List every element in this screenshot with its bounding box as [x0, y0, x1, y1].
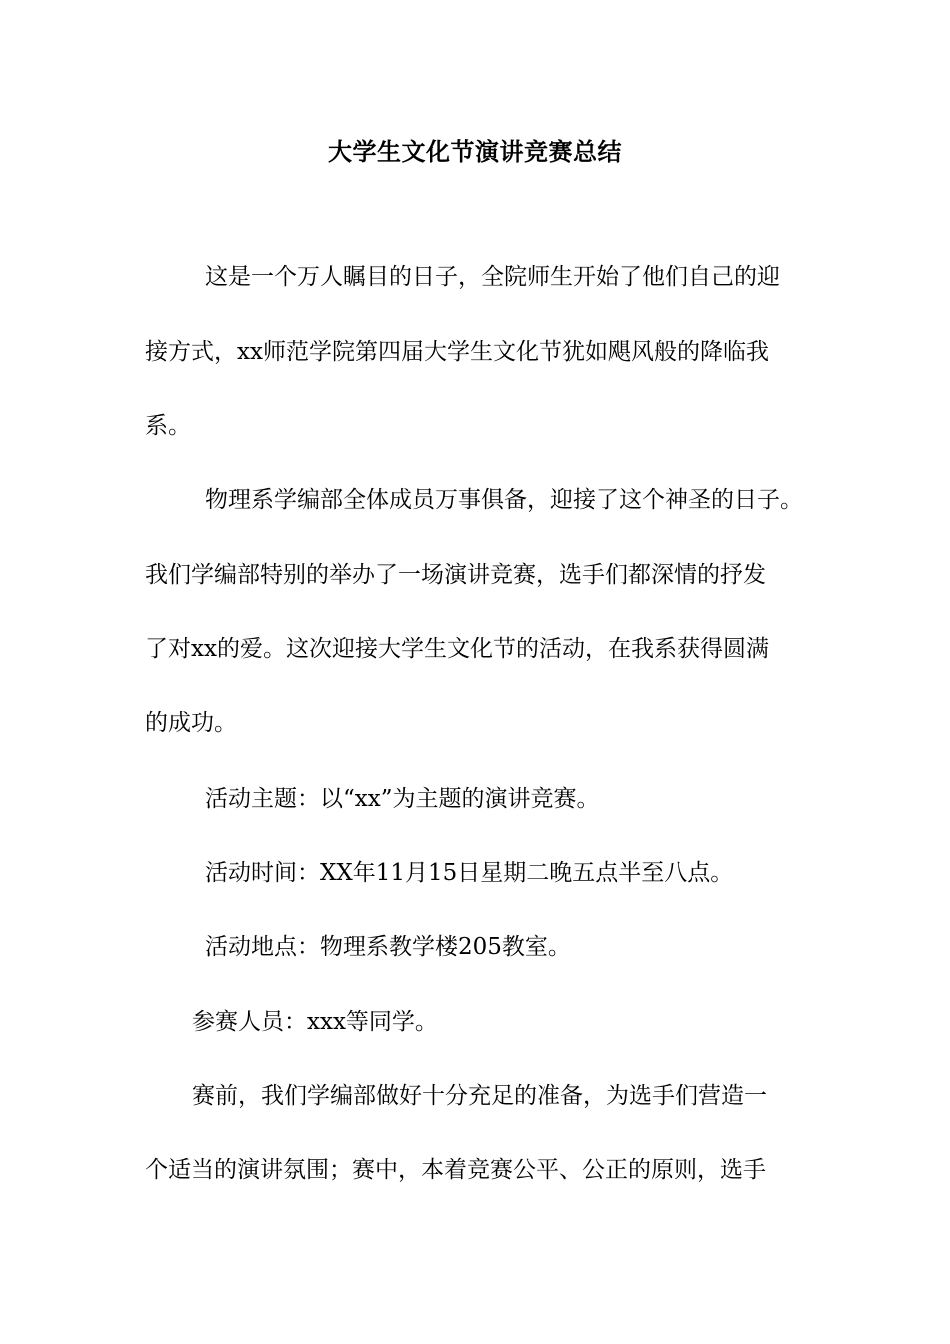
paragraph-line-2: 接方式，xx师范学院第四届大学生文化节犹如飓风般的降临我: [145, 339, 769, 365]
paragraph-line-7: 的成功。: [145, 710, 237, 736]
paragraph-line-12: 赛前，我们学编部做好十分充足的准备，为选手们营造一: [192, 1083, 767, 1109]
paragraph-line-3: 系。: [145, 413, 191, 439]
paragraph-line-4: 物理系学编部全体成员万事俱备，迎接了这个神圣的日子。: [205, 487, 803, 513]
paragraph-line-5: 我们学编部特别的举办了一场演讲竞赛，选手们都深情的抒发: [145, 562, 766, 588]
activity-time-line: 活动时间：XX年11月15日星期二晚五点半至八点。: [205, 860, 734, 886]
document-title: 大学生文化节演讲竞赛总结: [328, 137, 622, 166]
activity-theme-line: 活动主题：以“xx”为主题的演讲竞赛。: [205, 786, 600, 812]
activity-location-line: 活动地点：物理系教学楼205教室。: [205, 934, 571, 960]
paragraph-line-6: 了对xx的爱。这次迎接大学生文化节的活动，在我系获得圆满: [145, 636, 769, 662]
participants-line: 参赛人员：xxx等同学。: [192, 1009, 438, 1035]
paragraph-line-13: 个适当的演讲氛围；赛中，本着竞赛公平、公正的原则，选手: [145, 1157, 766, 1183]
paragraph-line-1: 这是一个万人瞩目的日子，全院师生开始了他们自己的迎: [205, 264, 780, 290]
